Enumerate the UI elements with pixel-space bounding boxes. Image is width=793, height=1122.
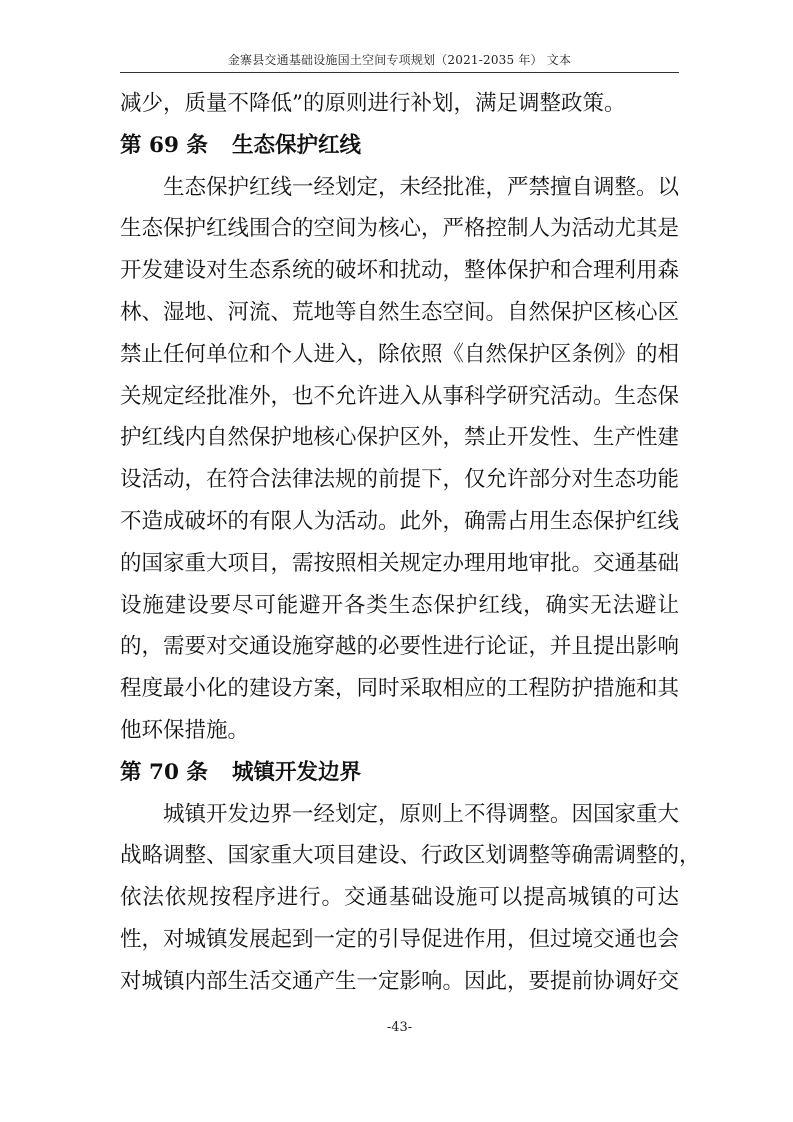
body-line: 林、湿地、河流、荒地等自然生态空间。自然保护区核心区 [120, 299, 680, 325]
article-number: 第 70 条 [120, 759, 208, 785]
article-title: 城镇开发边界 [232, 759, 362, 785]
body-line: 对城镇内部生活交通产生一定影响。因此，要提前协调好交 [120, 968, 680, 994]
article-title: 生态保护红线 [232, 132, 362, 158]
page-number: -43- [386, 1020, 413, 1035]
article-heading-70 [120, 752, 679, 794]
body-line: 程度最小化的建设方案，同时采取相应的工程防护措施和其 [120, 676, 680, 702]
header-rule [120, 72, 679, 73]
body-line: 减少，质量不降低”的原则进行补划，满足调整政策。 [120, 91, 626, 116]
body-line: 的，需要对交通设施穿越的必要性进行论证，并且提出影响 [120, 634, 680, 660]
body-line: 设施建设要尽可能避开各类生态保护红线，确实无法避让 [120, 592, 679, 618]
body-line: 护红线内自然保护地核心保护区外，禁止开发性、生产性建 [120, 425, 680, 451]
body-line: 不造成破坏的有限人为活动。此外，确需占用生态保护红线 [120, 508, 680, 534]
body-line: 战略调整、国家重大项目建设、行政区划调整等确需调整的， [120, 843, 701, 869]
body-line: 城镇开发边界一经划定，原则上不得调整。因国家重大 [163, 801, 680, 827]
body-line: 设活动，在符合法律法规的前提下，仅允许部分对生态功能 [120, 467, 680, 493]
running-header: 金寨县交通基础设施国土空间专项规划（2021-2035 年） 文本 [227, 53, 572, 67]
body-line: 禁止任何单位和个人进入，除依照《自然保护区条例》的相 [120, 341, 680, 367]
article-heading-69 [120, 125, 679, 167]
body-line: 性，对城镇发展起到一定的引导促进作用，但过境交通也会 [120, 926, 680, 952]
article-number: 第 69 条 [120, 132, 208, 158]
body-line: 的国家重大项目，需按照相关规定办理用地审批。交通基础 [120, 550, 680, 576]
body-line: 生态保护红线一经划定，未经批准，严禁擅自调整。以 [163, 174, 680, 200]
body-line: 关规定经批准外，也不允许进入从事科学研究活动。生态保 [120, 383, 680, 409]
page-body [120, 83, 701, 1003]
body-line: 生态保护红线围合的空间为核心，严格控制人为活动尤其是 [120, 216, 680, 242]
body-line: 依法依规按程序进行。交通基础设施可以提高城镇的可达 [120, 885, 679, 911]
body-line: 开发建设对生态系统的破坏和扰动，整体保护和合理利用森 [120, 258, 680, 284]
body-line: 他环保措施。 [120, 717, 250, 743]
